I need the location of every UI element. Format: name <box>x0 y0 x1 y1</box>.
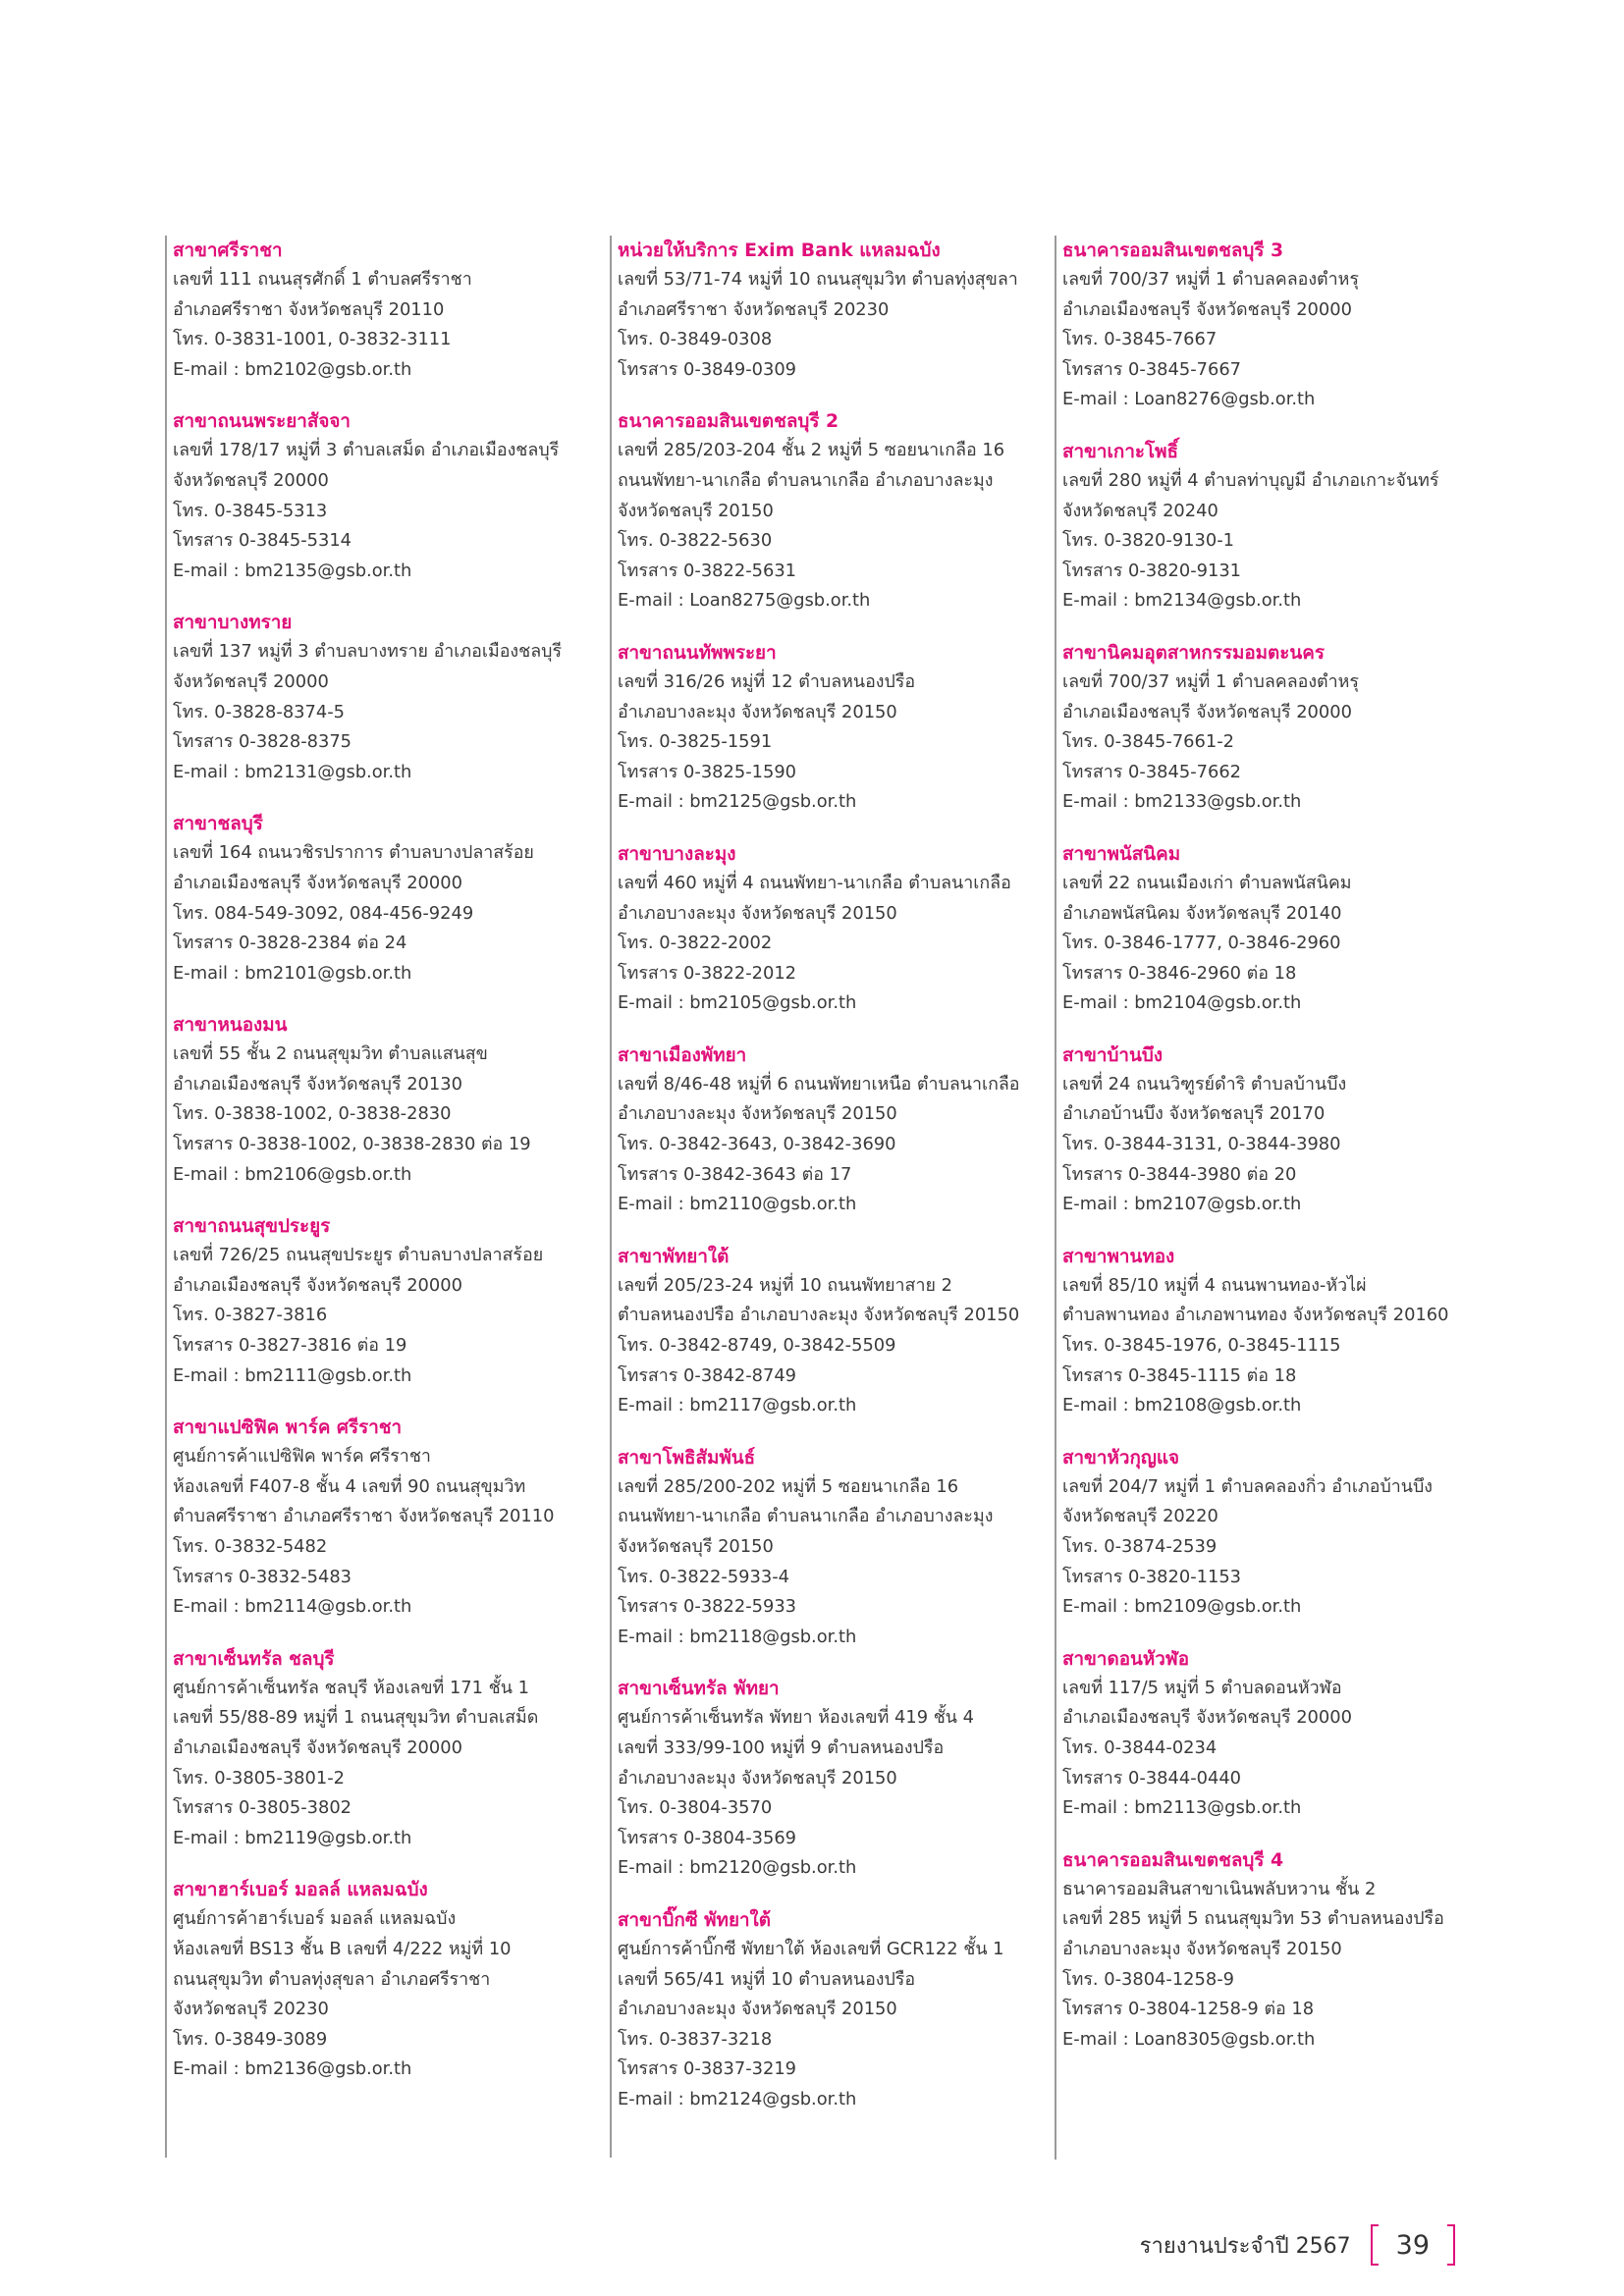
branch-title: หน่วยให้บริการ Exim Bank แหลมฉบัง <box>618 240 941 261</box>
branch-detail-line: โทร. 0-3842-3643, 0-3842-3690 <box>618 1134 896 1155</box>
branch-detail-line: เลขที่ 726/25 ถนนสุขประยูร ตำบลบางปลาสร้อย <box>173 1245 544 1266</box>
branch-entry <box>173 1211 587 1391</box>
branch-detail-line: โทร. 0-3845-5313 <box>173 500 328 521</box>
branch-detail-line: โทร. 0-3849-3089 <box>173 2028 328 2050</box>
branch-detail-line: อำเภอศรีราชา จังหวัดชลบุรี 20110 <box>173 298 445 320</box>
branch-title: สาขาบ้านบึง <box>1062 1043 1164 1066</box>
branch-detail-line: โทรสาร 0-3822-5933 <box>618 1596 797 1618</box>
branch-title: สาขาศรีราชา <box>173 240 283 261</box>
branch-detail-line: โทร. 0-3845-1976, 0-3845-1115 <box>1062 1335 1341 1357</box>
branch-detail-line: อำเภอเมืองชลบุรี จังหวัดชลบุรี 20000 <box>173 1736 462 1758</box>
branch-detail-line: E-mail : bm2119@gsb.or.th <box>173 1827 412 1848</box>
branch-detail-line: เลขที่ 205/23-24 หมู่ที่ 10 ถนนพัทยาสาย 2 <box>618 1274 952 1296</box>
branch-entry <box>618 1041 1032 1220</box>
branch-detail-line: ศูนย์การค้าเซ็นทรัล ชลบุรี ห้องเลขที่ 171 ชั้น 1 <box>173 1677 529 1698</box>
branch-title: สาขาหัวกุญแจ <box>1062 1446 1180 1468</box>
branch-entry <box>618 1905 1032 2115</box>
branch-detail-line: โทรสาร 0-3804-3569 <box>618 1827 797 1848</box>
branch-detail-line: โทร. 0-3831-1001, 0-3832-3111 <box>173 329 452 350</box>
branch-title: สาขาฮาร์เบอร์ มอลล์ แหลมฉบัง <box>173 1879 428 1901</box>
branch-detail-line: โทร. 0-3820-9130-1 <box>1062 530 1234 552</box>
branch-detail-line: E-mail : bm2110@gsb.or.th <box>618 1194 857 1215</box>
branch-title: สาขาถนนพระยาสัจจา <box>173 410 351 433</box>
branch-title: สาขาบิ๊กซี พัทยาใต้ <box>618 1908 771 1931</box>
branch-detail-line: ตำบลพานทอง อำเภอพานทอง จังหวัดชลบุรี 20160 <box>1062 1305 1449 1326</box>
branch-detail-line: โทร. 0-3832-5482 <box>173 1536 328 1557</box>
branch-entry <box>618 1242 1032 1421</box>
branch-entry <box>173 236 587 385</box>
branch-detail-line: ตำบลหนองปรือ อำเภอบางละมุง จังหวัดชลบุรี 20150 <box>618 1305 1020 1326</box>
branch-detail-line: อำเภอบางละมุง จังหวัดชลบุรี 20150 <box>618 701 897 722</box>
branch-detail-line: ถนนสุขุมวิท ตำบลทุ่งสุขลา อำเภอศรีราชา <box>173 1968 491 1990</box>
branch-entry <box>173 608 587 787</box>
branch-detail-line: ห้องเลขที่ BS13 ชั้น B เลขที่ 4/222 หมู่ที่ 10 <box>173 1938 512 1959</box>
branch-detail-line: อำเภอบางละมุง จังหวัดชลบุรี 20150 <box>618 1767 897 1789</box>
branch-detail-line: E-mail : bm2133@gsb.or.th <box>1062 791 1302 813</box>
branch-detail-line: โทร. 0-3822-5933-4 <box>618 1566 789 1587</box>
branch-detail-line: อำเภอบางละมุง จังหวัดชลบุรี 20150 <box>1062 1938 1342 1959</box>
branch-entry <box>173 1010 587 1190</box>
branch-detail-line: อำเภอเมืองชลบุรี จังหวัดชลบุรี 20000 <box>1062 1707 1352 1729</box>
branch-detail-line: เลขที่ 204/7 หมู่ที่ 1 ตำบลคลองกิ่ว อำเภอบ้านบึง <box>1062 1475 1434 1497</box>
branch-detail-line: โทรสาร 0-3846-2960 ต่อ 18 <box>1062 962 1297 984</box>
branch-detail-line: เลขที่ 111 ถนนสุรศักดิ์ 1 ตำบลศรีราชา <box>173 269 472 290</box>
branch-detail-line: โทรสาร 0-3844-3980 ต่อ 20 <box>1062 1163 1297 1185</box>
branch-detail-line: เลขที่ 117/5 หมู่ที่ 5 ตำบลดอนหัวฬ่อ <box>1062 1677 1342 1698</box>
branch-detail-line: เลขที่ 700/37 หมู่ที่ 1 ตำบลคลองตำหรุ <box>1062 269 1359 290</box>
branch-detail-line: โทรสาร 0-3849-0309 <box>618 358 797 380</box>
branch-detail-line: โทร. 0-3822-2002 <box>618 933 773 954</box>
branch-detail-line: โทร. 0-3804-3570 <box>618 1797 773 1819</box>
branch-detail-line: อำเภอเมืองชลบุรี จังหวัดชลบุรี 20000 <box>1062 298 1352 320</box>
left-bracket-decoration <box>1371 2224 1379 2266</box>
branch-detail-line: โทร. 0-3805-3801-2 <box>173 1767 345 1789</box>
branch-detail-line: E-mail : bm2117@gsb.or.th <box>618 1395 857 1416</box>
branch-title: สาขาเซ็นทรัล พัทยา <box>618 1678 780 1700</box>
branch-detail-line: โทร. 0-3827-3816 <box>173 1305 328 1326</box>
branch-detail-line: E-mail : Loan8275@gsb.or.th <box>618 590 871 612</box>
branch-detail-line: จังหวัดชลบุรี 20150 <box>618 1536 774 1557</box>
branch-title: สาขาแปซิฟิค พาร์ค ศรีราชา <box>173 1416 403 1439</box>
branch-detail-line: E-mail : bm2124@gsb.or.th <box>618 2088 857 2109</box>
branch-title: สาขาเซ็นทรัล ชลบุรี <box>173 1647 335 1670</box>
branch-detail-line: เลขที่ 55/88-89 หมู่ที่ 1 ถนนสุขุมวิท ตำบลเสม็ด <box>173 1707 539 1729</box>
branch-detail-line: โทรสาร 0-3828-2384 ต่อ 24 <box>173 933 407 954</box>
branch-detail-line: เลขที่ 700/37 หมู่ที่ 1 ตำบลคลองตำหรุ <box>1062 670 1359 692</box>
branch-entry <box>618 236 1032 385</box>
branch-detail-line: อำเภอบางละมุง จังหวัดชลบุรี 20150 <box>618 1103 897 1125</box>
branch-detail-line: โทรสาร 0-3845-5314 <box>173 530 352 552</box>
branch-detail-line: โทร. 0-3845-7667 <box>1062 329 1218 350</box>
branch-detail-line: อำเภอเมืองชลบุรี จังหวัดชลบุรี 20130 <box>173 1073 462 1095</box>
branch-detail-line: เลขที่ 285 หมู่ที่ 5 ถนนสุขุมวิท 53 ตำบลหนองปรือ <box>1062 1908 1444 1930</box>
branch-entry <box>173 406 587 586</box>
branch-detail-line: โทร. 0-3846-1777, 0-3846-2960 <box>1062 933 1341 954</box>
branch-detail-line: โทรสาร 0-3844-0440 <box>1062 1767 1242 1789</box>
branch-detail-line: จังหวัดชลบุรี 20240 <box>1062 500 1218 521</box>
branch-entry <box>173 1413 587 1623</box>
branch-detail-line: โทร. 0-3845-7661-2 <box>1062 731 1234 753</box>
branch-detail-line: โทรสาร 0-3842-3643 ต่อ 17 <box>618 1163 852 1185</box>
branch-detail-line: เลขที่ 280 หมู่ที่ 4 ตำบลท่าบุญมี อำเภอเกาะจันทร์ <box>1062 469 1439 491</box>
branch-detail-line: โทรสาร 0-3845-1115 ต่อ 18 <box>1062 1364 1297 1386</box>
branch-entry <box>1062 1644 1477 1824</box>
report-label: รายงานประจำปี 2567 <box>1139 2233 1351 2259</box>
branch-detail-line: โทรสาร 0-3845-7662 <box>1062 761 1242 782</box>
branch-detail-line: ห้องเลขที่ F407-8 ชั้น 4 เลขที่ 90 ถนนสุขุมวิท <box>173 1475 526 1497</box>
branch-column-2 <box>610 236 1032 2158</box>
branch-title: สาขานิคมอุตสาหกรรมอมตะนคร <box>1062 641 1325 664</box>
branch-detail-line: เลขที่ 285/203-204 ชั้น 2 หมู่ที่ 5 ซอยนาเกลือ 16 <box>618 440 1005 461</box>
branch-detail-line: อำเภอศรีราชา จังหวัดชลบุรี 20230 <box>618 298 890 320</box>
branch-detail-line: E-mail : bm2107@gsb.or.th <box>1062 1194 1302 1215</box>
branch-detail-line: โทรสาร 0-3805-3802 <box>173 1797 352 1819</box>
branch-title: สาขาบางละมุง <box>618 842 736 865</box>
branch-detail-line: โทร. 0-3804-1258-9 <box>1062 1968 1234 1990</box>
branch-detail-line: อำเภอเมืองชลบุรี จังหวัดชลบุรี 20000 <box>173 1274 462 1296</box>
branch-detail-line: อำเภอเมืองชลบุรี จังหวัดชลบุรี 20000 <box>1062 701 1352 722</box>
right-bracket-decoration <box>1447 2224 1455 2266</box>
branch-entry <box>618 1674 1032 1884</box>
branch-detail-line: อำเภอบ้านบึง จังหวัดชลบุรี 20170 <box>1062 1103 1326 1125</box>
branch-detail-line: เลขที่ 460 หมู่ที่ 4 ถนนพัทยา-นาเกลือ ตำบลนาเกลือ <box>618 872 1011 893</box>
branch-entry <box>1062 1041 1477 1220</box>
branch-detail-line: โทร. 0-3828-8374-5 <box>173 701 345 722</box>
branch-column-3 <box>1055 236 1477 2160</box>
branch-title: สาขาชลบุรี <box>173 813 263 835</box>
branch-title: สาขาถนนสุขประยูร <box>173 1215 331 1238</box>
branch-entry <box>1062 437 1477 616</box>
branch-detail-line: เลขที่ 178/17 หมู่ที่ 3 ตำบลเสม็ด อำเภอเมืองชลบุรี <box>173 440 560 461</box>
branch-detail-line: E-mail : bm2118@gsb.or.th <box>618 1626 857 1647</box>
branch-detail-line: จังหวัดชลบุรี 20150 <box>618 500 774 521</box>
branch-detail-line: โทร. 0-3837-3218 <box>618 2028 773 2050</box>
branch-detail-line: โทรสาร 0-3838-1002, 0-3838-2830 ต่อ 19 <box>173 1134 531 1155</box>
branch-detail-line: โทรสาร 0-3837-3219 <box>618 2058 797 2080</box>
branch-detail-line: เลขที่ 85/10 หมู่ที่ 4 ถนนพานทอง-หัวไผ่ <box>1062 1274 1367 1296</box>
branch-entry <box>173 1644 587 1854</box>
branch-detail-line: E-mail : bm2106@gsb.or.th <box>173 1163 412 1185</box>
branch-title: สาขาพนัสนิคม <box>1062 842 1181 865</box>
branch-detail-line: ศูนย์การค้าบิ๊กซี พัทยาใต้ ห้องเลขที่ GCR122 ชั้น 1 <box>618 1938 1004 1959</box>
branch-detail-line: โทรสาร 0-3845-7667 <box>1062 358 1242 380</box>
branch-detail-line: เลขที่ 8/46-48 หมู่ที่ 6 ถนนพัทยาเหนือ ตำบลนาเกลือ <box>618 1073 1020 1095</box>
branch-entry <box>1062 1242 1477 1421</box>
branch-detail-line: E-mail : bm2109@gsb.or.th <box>1062 1596 1302 1618</box>
branch-entry <box>1062 638 1477 818</box>
branch-column-1 <box>165 236 587 2158</box>
branch-detail-line: โทรสาร 0-3822-2012 <box>618 962 797 984</box>
branch-entry <box>173 1875 587 2085</box>
branch-title: สาขาหนองมน <box>173 1014 288 1037</box>
branch-detail-line: E-mail : bm2134@gsb.or.th <box>1062 590 1302 612</box>
branch-detail-line: E-mail : bm2131@gsb.or.th <box>173 761 412 782</box>
branch-title: สาขาถนนทัพพระยา <box>618 641 777 664</box>
branch-detail-line: โทรสาร 0-3842-8749 <box>618 1364 797 1386</box>
branch-detail-line: E-mail : bm2114@gsb.or.th <box>173 1596 412 1618</box>
branch-detail-line: อำเภอบางละมุง จังหวัดชลบุรี 20150 <box>618 1999 897 2020</box>
branch-entry <box>1062 236 1477 415</box>
branch-detail-line: โทรสาร 0-3820-1153 <box>1062 1566 1242 1587</box>
branch-detail-line: โทร. 0-3825-1591 <box>618 731 773 753</box>
branch-detail-line: โทรสาร 0-3825-1590 <box>618 761 797 782</box>
branch-title: สาขาบางทราย <box>173 612 293 634</box>
branch-entry <box>1062 1845 1477 2056</box>
branch-detail-line: E-mail : bm2102@gsb.or.th <box>173 358 412 380</box>
branch-detail-line: E-mail : bm2113@gsb.or.th <box>1062 1797 1302 1819</box>
branch-detail-line: E-mail : Loan8276@gsb.or.th <box>1062 389 1316 410</box>
branch-detail-line: เลขที่ 164 ถนนวชิรปราการ ตำบลบางปลาสร้อย <box>173 842 534 864</box>
branch-detail-line: ถนนพัทยา-นาเกลือ ตำบลนาเกลือ อำเภอบางละมุง <box>618 1506 994 1527</box>
branch-detail-line: E-mail : bm2108@gsb.or.th <box>1062 1395 1302 1416</box>
branch-detail-line: โทรสาร 0-3828-8375 <box>173 731 352 753</box>
branch-title: ธนาคารออมสินเขตชลบุรี 3 <box>1062 240 1284 261</box>
branch-entry <box>1062 839 1477 1019</box>
branch-detail-line: โทรสาร 0-3822-5631 <box>618 560 797 581</box>
branch-entry <box>1062 1443 1477 1623</box>
branch-title: สาขาพัทยาใต้ <box>618 1245 730 1267</box>
branch-detail-line: E-mail : Loan8305@gsb.or.th <box>1062 2028 1316 2050</box>
branch-detail-line: E-mail : bm2104@gsb.or.th <box>1062 992 1302 1014</box>
branch-title: สาขาเกาะโพธิ์ <box>1062 440 1178 462</box>
branch-detail-line: เลขที่ 285/200-202 หมู่ที่ 5 ซอยนาเกลือ 16 <box>618 1475 959 1497</box>
branch-detail-line: ธนาคารออมสินสาขาเนินพลับหวาน ชั้น 2 <box>1062 1878 1377 1899</box>
branch-detail-line: โทร. 0-3842-8749, 0-3842-5509 <box>618 1335 896 1357</box>
branch-title: สาขาพานทอง <box>1062 1245 1175 1267</box>
branch-detail-line: E-mail : bm2120@gsb.or.th <box>618 1857 857 1879</box>
branch-detail-line: จังหวัดชลบุรี 20000 <box>173 670 329 692</box>
branch-detail-line: อำเภอพนัสนิคม จังหวัดชลบุรี 20140 <box>1062 902 1342 924</box>
branch-detail-line: E-mail : bm2135@gsb.or.th <box>173 560 412 581</box>
branch-detail-line: เลขที่ 24 ถนนวิฑูรย์ดำริ ตำบลบ้านบึง <box>1062 1073 1347 1095</box>
branch-detail-line: โทรสาร 0-3827-3816 ต่อ 19 <box>173 1335 407 1357</box>
branch-detail-line: เลขที่ 55 ชั้น 2 ถนนสุขุมวิท ตำบลแสนสุข <box>173 1043 488 1065</box>
branch-entry <box>173 809 587 988</box>
branch-detail-line: จังหวัดชลบุรี 20230 <box>173 1999 329 2020</box>
branch-detail-line: โทร. 0-3844-3131, 0-3844-3980 <box>1062 1134 1341 1155</box>
branch-detail-line: โทร. 0-3822-5630 <box>618 530 773 552</box>
branch-detail-line: ตำบลศรีราชา อำเภอศรีราชา จังหวัดชลบุรี 20110 <box>173 1506 555 1527</box>
branch-detail-line: อำเภอบางละมุง จังหวัดชลบุรี 20150 <box>618 902 897 924</box>
branch-detail-line: โทรสาร 0-3804-1258-9 ต่อ 18 <box>1062 1999 1315 2020</box>
branch-detail-line: โทร. 0-3844-0234 <box>1062 1736 1218 1758</box>
branch-detail-line: โทร. 0-3874-2539 <box>1062 1536 1218 1557</box>
branch-detail-line: E-mail : bm2136@gsb.or.th <box>173 2058 412 2080</box>
branch-detail-line: จังหวัดชลบุรี 20220 <box>1062 1506 1218 1527</box>
branch-entry <box>618 839 1032 1019</box>
branch-detail-line: โทร. 0-3849-0308 <box>618 329 773 350</box>
branch-detail-line: E-mail : bm2105@gsb.or.th <box>618 992 857 1014</box>
branch-detail-line: โทรสาร 0-3820-9131 <box>1062 560 1242 581</box>
branch-detail-line: เลขที่ 137 หมู่ที่ 3 ตำบลบางทราย อำเภอเมืองชลบุรี <box>173 641 563 663</box>
branch-detail-line: อำเภอเมืองชลบุรี จังหวัดชลบุรี 20000 <box>173 872 462 893</box>
branch-detail-line: ถนนพัทยา-นาเกลือ ตำบลนาเกลือ อำเภอบางละมุง <box>618 469 994 491</box>
page-footer <box>1140 2223 1455 2267</box>
branch-detail-line: ศูนย์การค้าฮาร์เบอร์ มอลล์ แหลมฉบัง <box>173 1908 457 1930</box>
branch-entry <box>618 406 1032 616</box>
branch-detail-line: เลขที่ 316/26 หมู่ที่ 12 ตำบลหนองปรือ <box>618 670 916 692</box>
branch-detail-line: เลขที่ 333/99-100 หมู่ที่ 9 ตำบลหนองปรือ <box>618 1736 945 1758</box>
branch-title: สาขาดอนหัวฬ่อ <box>1062 1647 1190 1670</box>
branch-detail-line: เลขที่ 53/71-74 หมู่ที่ 10 ถนนสุขุมวิท ตำบลทุ่งสุขลา <box>618 269 1018 290</box>
branch-detail-line: ศูนย์การค้าเซ็นทรัล พัทยา ห้องเลขที่ 419 ชั้น 4 <box>618 1707 975 1729</box>
branch-detail-line: E-mail : bm2101@gsb.or.th <box>173 962 412 984</box>
branch-title: สาขาโพธิสัมพันธ์ <box>618 1446 756 1468</box>
branch-detail-line: เลขที่ 22 ถนนเมืองเก่า ตำบลพนัสนิคม <box>1062 872 1352 893</box>
branch-entry <box>618 1443 1032 1653</box>
branch-title: ธนาคารออมสินเขตชลบุรี 4 <box>1062 1848 1284 1871</box>
branch-detail-line: E-mail : bm2125@gsb.or.th <box>618 791 857 813</box>
branch-detail-line: โทร. 084-549-3092, 084-456-9249 <box>173 902 474 924</box>
branch-detail-line: E-mail : bm2111@gsb.or.th <box>173 1364 412 1386</box>
branch-detail-line: ศูนย์การค้าแปซิฟิค พาร์ค ศรีราชา <box>173 1446 431 1468</box>
branch-title: สาขาเมืองพัทยา <box>618 1043 747 1066</box>
branch-detail-line: จังหวัดชลบุรี 20000 <box>173 469 329 491</box>
page-number: 39 <box>1395 2229 1430 2261</box>
branch-detail-line: เลขที่ 565/41 หมู่ที่ 10 ตำบลหนองปรือ <box>618 1968 916 1990</box>
branch-detail-line: โทร. 0-3838-1002, 0-3838-2830 <box>173 1103 452 1125</box>
branch-entry <box>618 638 1032 818</box>
branch-title: ธนาคารออมสินเขตชลบุรี 2 <box>618 410 839 433</box>
branch-detail-line: โทรสาร 0-3832-5483 <box>173 1566 352 1587</box>
